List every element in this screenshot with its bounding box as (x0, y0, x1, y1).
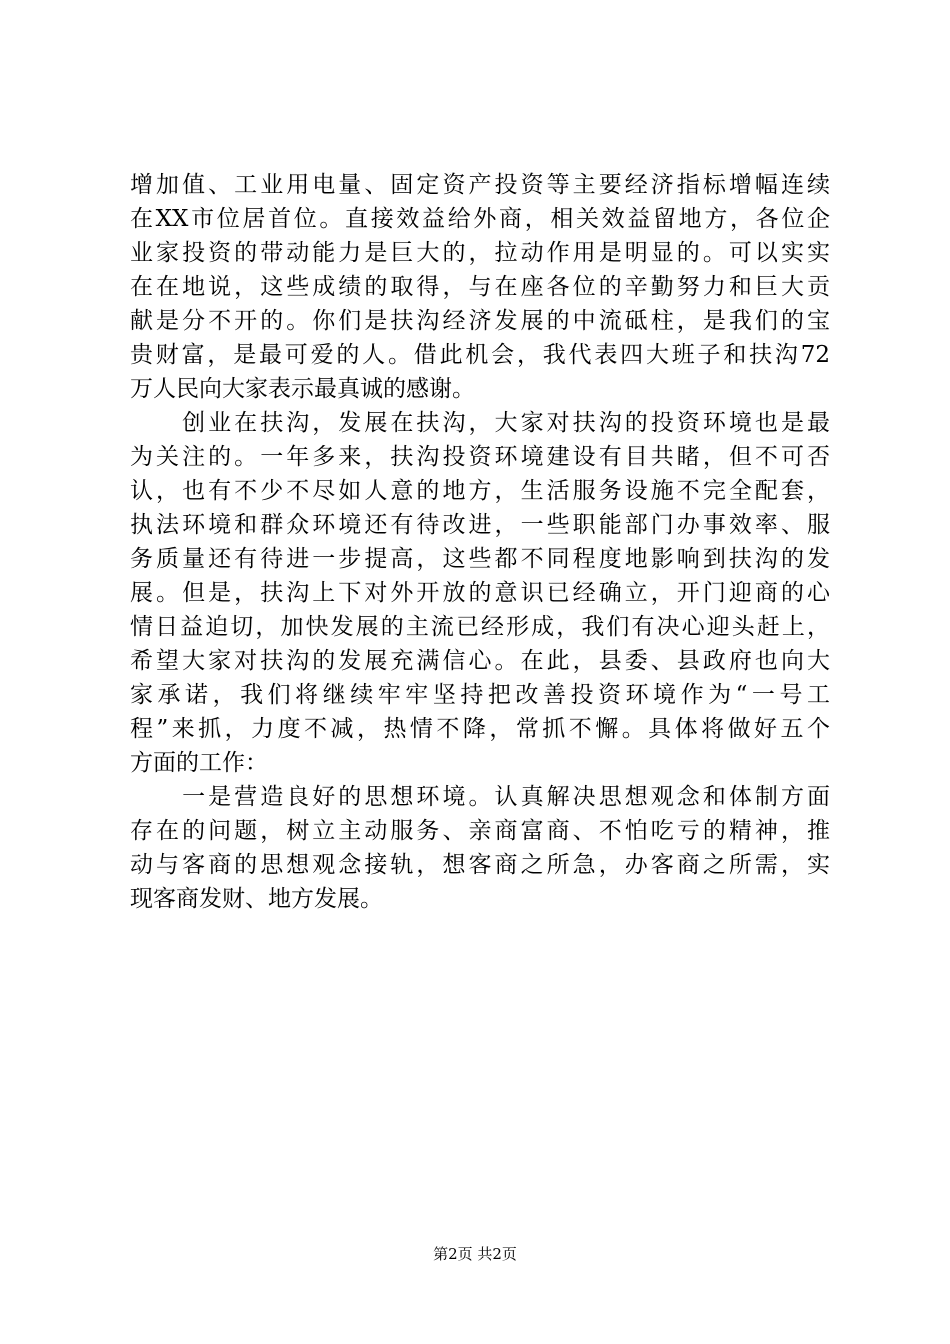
text-line: 情日益迫切，加快发展的主流已经形成，我们有决心迎头赶上， (130, 614, 830, 640)
document-body (130, 168, 830, 916)
paragraph (130, 780, 830, 916)
text-line: 现客商发财、地方发展。 (130, 886, 383, 912)
text-line: 在在地说，这些成绩的取得，与在座各位的辛勤努力和巨大贡 (130, 274, 830, 300)
text-line: 增加值、工业用电量、固定资产投资等主要经济指标增幅连续 (130, 172, 830, 198)
text-line: 展。但是，扶沟上下对外开放的意识已经确立，开门迎商的心 (130, 580, 830, 606)
text-line: 一是营造良好的思想环境。认真解决思想观念和体制方面 (130, 784, 830, 810)
text-line: 创业在扶沟，发展在扶沟，大家对扶沟的投资环境也是最 (130, 410, 830, 436)
text-line: 为关注的。一年多来，扶沟投资环境建设有目共睹，但不可否 (130, 444, 830, 470)
text-line: 存在的问题，树立主动服务、亲商富商、不怕吃亏的精神，推 (130, 818, 830, 844)
page-footer (0, 1243, 950, 1264)
text-line: 贵财富，是最可爱的人。借此机会，我代表四大班子和扶沟72 (130, 342, 830, 368)
text-line: 业家投资的带动能力是巨大的，拉动作用是明显的。可以实实 (130, 240, 830, 266)
text-line: 务质量还有待进一步提高，这些都不同程度地影响到扶沟的发 (130, 546, 830, 572)
paragraph (130, 168, 830, 406)
paragraph (130, 406, 830, 780)
text-line: 希望大家对扶沟的发展充满信心。在此，县委、县政府也向大 (130, 648, 830, 674)
text-line: 家承诺，我们将继续牢牢坚持把改善投资环境作为“一号工 (130, 682, 830, 708)
text-line: 万人民向大家表示最真诚的感谢。 (130, 376, 475, 402)
text-line: 献是分不开的。你们是扶沟经济发展的中流砥柱，是我们的宝 (130, 308, 830, 334)
text-line: 方面的工作： (130, 750, 268, 776)
text-line: 动与客商的思想观念接轨，想客商之所急，办客商之所需，实 (130, 852, 830, 878)
text-line: 认，也有不少不尽如人意的地方，生活服务设施不完全配套， (130, 478, 830, 504)
text-line: 执法环境和群众环境还有待改进，一些职能部门办事效率、服 (130, 512, 830, 538)
text-line: 程”来抓，力度不减，热情不降，常抓不懈。具体将做好五个 (130, 716, 830, 742)
text-line: 在XX市位居首位。直接效益给外商，相关效益留地方，各位企 (130, 206, 830, 232)
page-number-label: 第2页 共2页 (433, 1245, 517, 1263)
